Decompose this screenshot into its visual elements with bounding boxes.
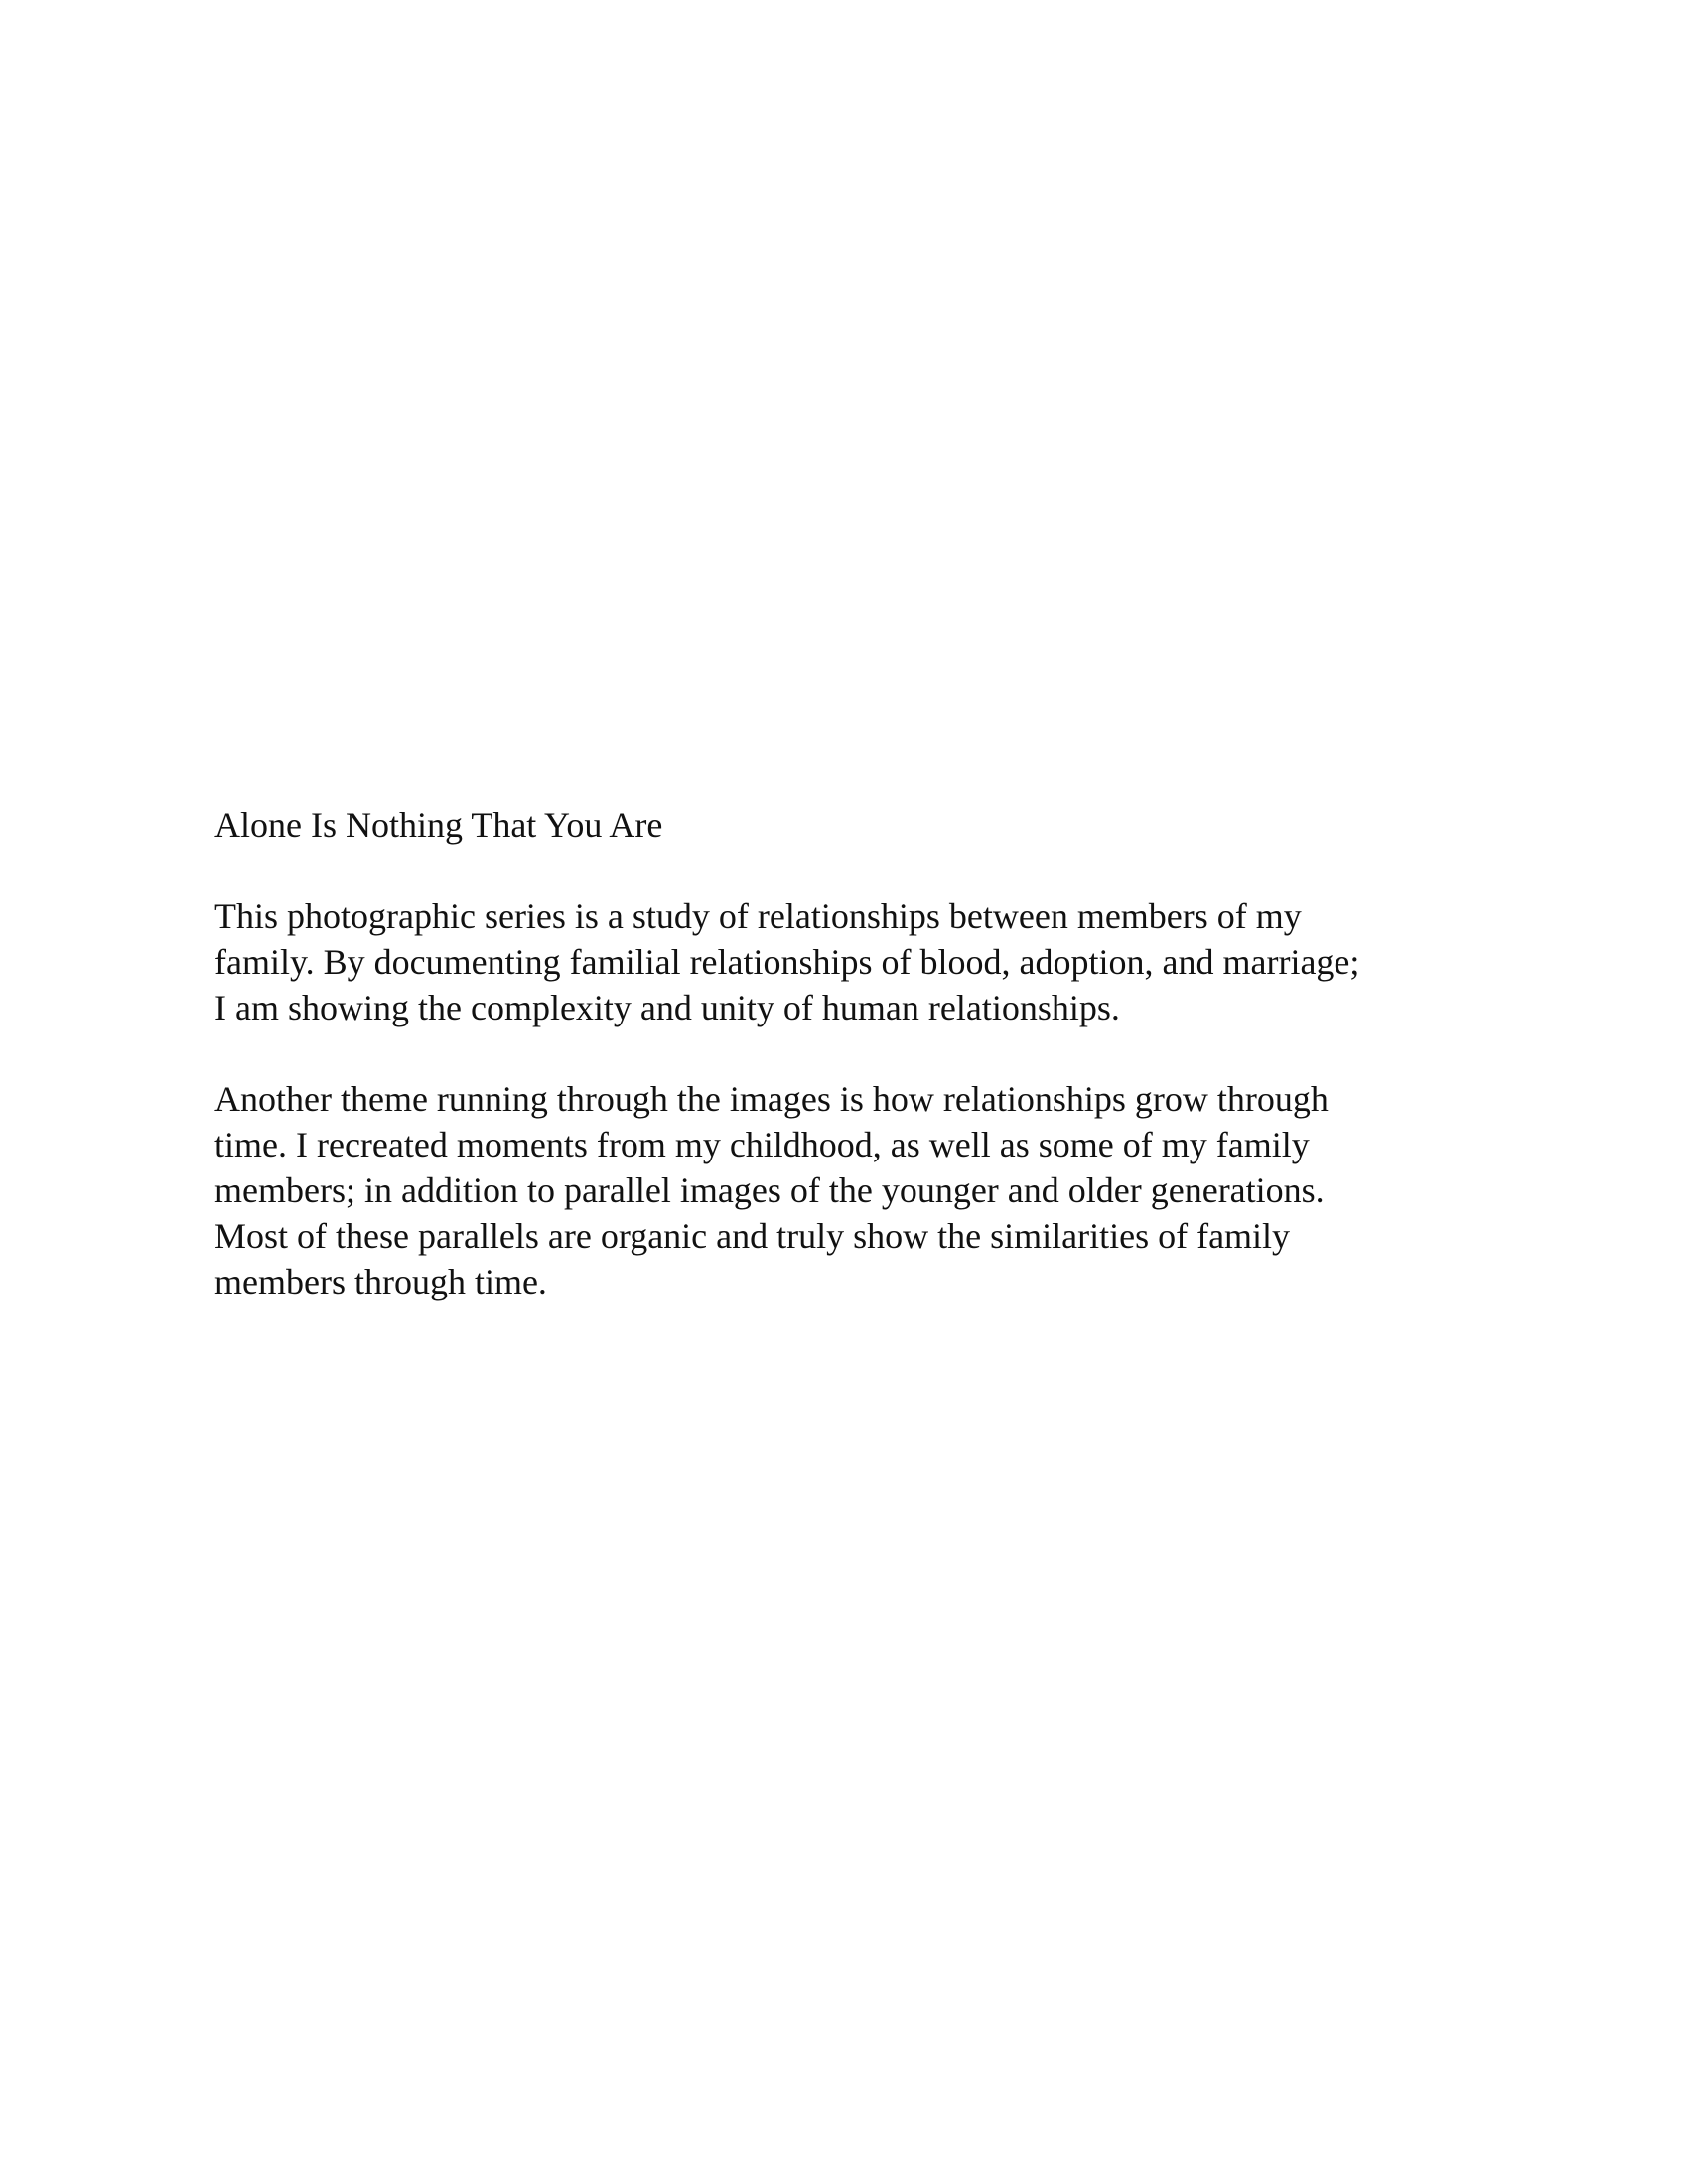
- paragraph-time-theme: [214, 1076, 1505, 1304]
- paragraph-line: Another theme running through the images is how relationships grow through: [214, 1079, 1329, 1119]
- paragraph-line: members; in addition to parallel images of the younger and older generations.: [214, 1170, 1325, 1210]
- paragraph-line: family. By documenting familial relationships of blood, adoption, and marriage;: [214, 942, 1360, 982]
- document-body: [214, 802, 1505, 1304]
- paragraph-relationships: [214, 893, 1505, 1030]
- paragraph-line: This photographic series is a study of relationships between members of my: [214, 896, 1302, 936]
- paragraph-line: time. I recreated moments from my childhood, as well as some of my family: [214, 1125, 1310, 1164]
- paragraph-line: members through time.: [214, 1262, 547, 1301]
- document-title: Alone Is Nothing That You Are: [214, 805, 663, 845]
- paragraph-line: Most of these parallels are organic and truly show the similarities of family: [214, 1216, 1291, 1256]
- paragraph-line: I am showing the complexity and unity of human relationships.: [214, 988, 1120, 1027]
